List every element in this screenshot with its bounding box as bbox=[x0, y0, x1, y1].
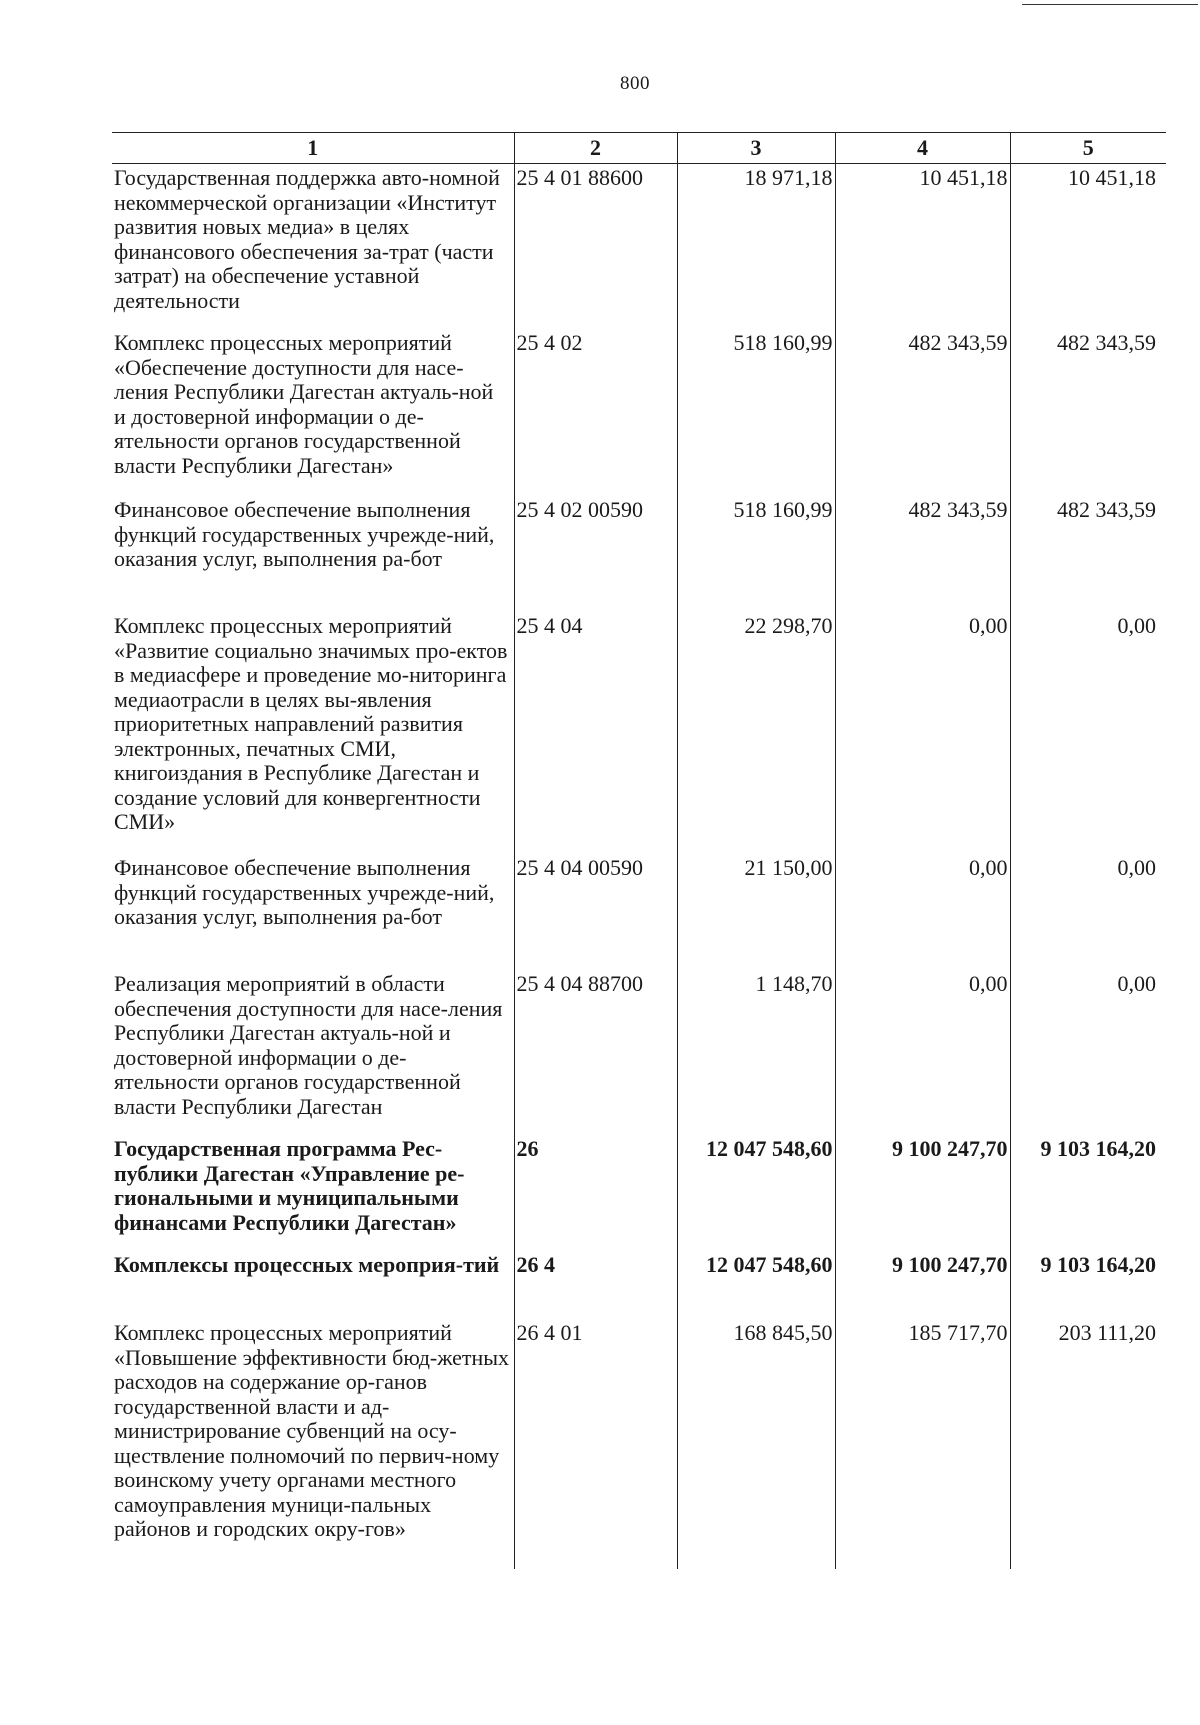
row-code: 25 4 01 88600 bbox=[514, 164, 677, 330]
row-value-5: 9 103 164,20 bbox=[1010, 1251, 1166, 1319]
table-row bbox=[112, 854, 1166, 970]
row-value-3: 518 160,99 bbox=[677, 329, 835, 496]
row-value-5: 10 451,18 bbox=[1010, 164, 1166, 330]
row-value-4: 185 717,70 bbox=[835, 1319, 1010, 1569]
row-value-3: 518 160,99 bbox=[677, 496, 835, 612]
row-value-4: 482 343,59 bbox=[835, 496, 1010, 612]
row-code: 26 4 01 bbox=[514, 1319, 677, 1569]
row-value-4: 0,00 bbox=[835, 854, 1010, 970]
budget-table bbox=[112, 132, 1166, 1569]
row-code: 26 4 bbox=[514, 1251, 677, 1319]
row-value-5: 0,00 bbox=[1010, 970, 1166, 1135]
column-header-1: 1 bbox=[112, 133, 514, 164]
header-row bbox=[112, 133, 1166, 164]
row-value-5: 482 343,59 bbox=[1010, 329, 1166, 496]
row-name: Финансовое обеспечение выполнения функций государственных учрежде-ний, оказания услуг, выполнения ра-бот bbox=[112, 854, 514, 970]
row-value-3: 168 845,50 bbox=[677, 1319, 835, 1569]
row-value-4: 482 343,59 bbox=[835, 329, 1010, 496]
row-value-4: 9 100 247,70 bbox=[835, 1251, 1010, 1319]
table-row bbox=[112, 1135, 1166, 1251]
row-code: 26 bbox=[514, 1135, 677, 1251]
table-row bbox=[112, 1319, 1166, 1569]
page-number-text: 800 bbox=[620, 73, 650, 94]
row-code: 25 4 04 bbox=[514, 612, 677, 854]
column-header-3: 3 bbox=[677, 133, 835, 164]
row-value-3: 12 047 548,60 bbox=[677, 1251, 835, 1319]
row-name: Комплекс процессных мероприятий «Развитие социально значимых про-ектов в медиасфере и проведение мо-ниторинга медиаотрасли в целях вы-явления приоритетных направлений развития электронных, печатных СМИ, книгоиздания в Республике Дагестан и создание условий для конвергентности СМИ» bbox=[112, 612, 514, 854]
table-row bbox=[112, 1251, 1166, 1319]
row-name: Комплекс процессных мероприятий «Обеспечение доступности для насе-ления Республики Дагестан актуаль-ной и достоверной информации о де-ятельности органов государственной власти Республики Дагестан» bbox=[112, 329, 514, 496]
row-value-4: 10 451,18 bbox=[835, 164, 1010, 330]
row-value-4: 0,00 bbox=[835, 612, 1010, 854]
column-header-4: 4 bbox=[835, 133, 1010, 164]
column-header-2: 2 bbox=[514, 133, 677, 164]
table-row bbox=[112, 496, 1166, 612]
row-code: 25 4 04 00590 bbox=[514, 854, 677, 970]
row-value-3: 22 298,70 bbox=[677, 612, 835, 854]
table-row bbox=[112, 164, 1166, 330]
row-value-5: 0,00 bbox=[1010, 854, 1166, 970]
table-row bbox=[112, 612, 1166, 854]
row-value-3: 21 150,00 bbox=[677, 854, 835, 970]
row-name: Государственная поддержка авто-номной некоммерческой организации «Институт развития новых медиа» в целях финансового обеспечения за-трат (части затрат) на обеспечение уставной деятельности bbox=[112, 164, 514, 330]
row-code: 25 4 04 88700 bbox=[514, 970, 677, 1135]
row-value-3: 1 148,70 bbox=[677, 970, 835, 1135]
row-value-5: 0,00 bbox=[1010, 612, 1166, 854]
table-row bbox=[112, 970, 1166, 1135]
row-name: Комплексы процессных мероприя-тий bbox=[112, 1251, 514, 1319]
page-number bbox=[0, 73, 1200, 95]
row-value-5: 482 343,59 bbox=[1010, 496, 1166, 612]
row-name: Комплекс процессных мероприятий «Повышение эффективности бюд-жетных расходов на содержание ор-ганов государственной власти и ад-министрирование субвенций на осу-ществление полномочий по первич-ному воинскому учету органами местного самоуправления муници-пальных районов и городских окру-гов» bbox=[112, 1319, 514, 1569]
row-value-3: 18 971,18 bbox=[677, 164, 835, 330]
row-code: 25 4 02 bbox=[514, 329, 677, 496]
row-value-3: 12 047 548,60 bbox=[677, 1135, 835, 1251]
row-value-4: 0,00 bbox=[835, 970, 1010, 1135]
top-edge-rule bbox=[1022, 4, 1198, 5]
row-name: Государственная программа Рес-публики Дагестан «Управление ре-гиональными и муниципальными финансами Республики Дагестан» bbox=[112, 1135, 514, 1251]
table-row bbox=[112, 329, 1166, 496]
column-header-5: 5 bbox=[1010, 133, 1166, 164]
row-value-4: 9 100 247,70 bbox=[835, 1135, 1010, 1251]
row-name: Финансовое обеспечение выполнения функций государственных учрежде-ний, оказания услуг, выполнения ра-бот bbox=[112, 496, 514, 612]
row-value-5: 203 111,20 bbox=[1010, 1319, 1166, 1569]
row-value-5: 9 103 164,20 bbox=[1010, 1135, 1166, 1251]
row-name: Реализация мероприятий в области обеспечения доступности для насе-ления Республики Дагестан актуаль-ной и достоверной информации о де-ятельности органов государственной власти Республики Дагестан bbox=[112, 970, 514, 1135]
row-code: 25 4 02 00590 bbox=[514, 496, 677, 612]
